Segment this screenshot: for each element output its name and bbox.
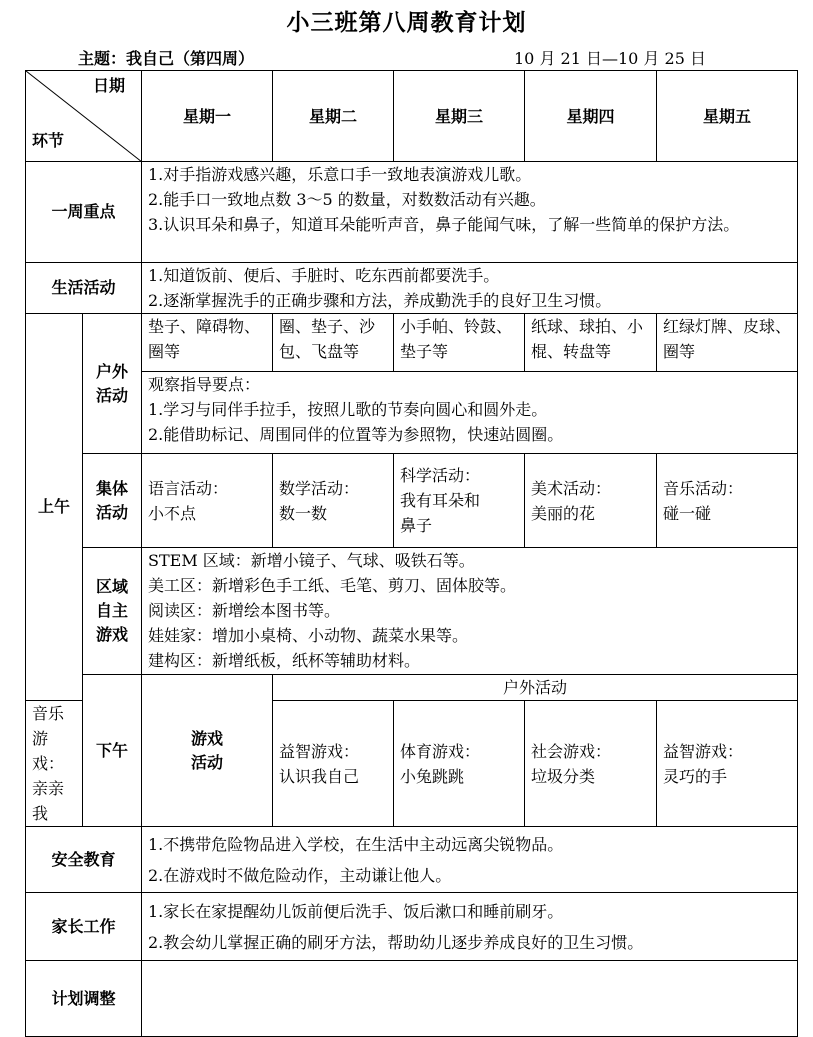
section-header-label: 环节 xyxy=(32,131,65,150)
group-activities-row xyxy=(26,454,798,548)
game-category: 益智游戏： xyxy=(279,741,360,761)
weekly-focus-line: 1.对手指游戏感兴趣，乐意口手一致地表演游戏儿歌。 xyxy=(148,165,532,184)
adjustment-label: 计划调整 xyxy=(26,961,142,1037)
safety-line: 1.不携带危险物品进入学校，在生活中主动远离尖锐物品。 xyxy=(148,834,564,854)
safety-content xyxy=(142,827,798,893)
activity-category: 数学活动： xyxy=(279,478,360,498)
date-header-label: 日期 xyxy=(92,76,125,95)
safety-row xyxy=(26,827,798,893)
group-activity-label-text: 集体活动 xyxy=(95,478,128,522)
life-activities-content xyxy=(142,263,798,314)
game-category: 体育游戏： xyxy=(400,741,481,761)
diagonal-header-cell xyxy=(26,71,142,162)
area-line: 美工区：新增彩色手工纸、毛笔、剪刀、固体胶等。 xyxy=(148,576,517,595)
adjustment-content[interactable] xyxy=(142,961,798,1037)
guidance-title: 观察指导要点： xyxy=(148,375,261,394)
group-activity-fri xyxy=(657,454,798,548)
game-activity-label-text: 游戏活动 xyxy=(190,728,223,772)
area-play-content xyxy=(142,548,798,675)
outdoor-materials-row xyxy=(26,314,798,372)
safety-label: 安全教育 xyxy=(26,827,142,893)
weekly-focus-row xyxy=(26,162,798,263)
activity-name: 美丽的花 xyxy=(531,503,596,523)
activity-name: 数一数 xyxy=(279,503,328,523)
parents-line: 1.家长在家提醒幼儿饭前便后洗手、饭后漱口和睡前刷牙。 xyxy=(148,901,564,921)
activity-category: 美术活动： xyxy=(531,478,612,498)
activity-name: 小不点 xyxy=(148,503,197,523)
afternoon-label: 下午 xyxy=(83,675,142,827)
area-line: STEM 区域：新增小镜子、气球、吸铁石等。 xyxy=(148,551,475,570)
activity-name: 我有耳朵和鼻子 xyxy=(400,491,481,535)
day-header-mon: 星期一 xyxy=(142,71,273,162)
weekly-focus-line: 2.能手口一致地点数 3～5 的数量，对数数活动有兴趣。 xyxy=(148,190,546,209)
game-name: 小兔跳跳 xyxy=(400,766,465,786)
outdoor-material-wed: 小手帕、铃鼓、垫子等 xyxy=(394,314,525,372)
life-activities-line: 2.逐渐掌握洗手的正确步骤和方法，养成勤洗手的良好卫生习惯。 xyxy=(148,291,612,310)
parents-row xyxy=(26,893,798,961)
page-title: 小三班第八周教育计划 xyxy=(286,9,527,36)
plan-table xyxy=(25,70,798,1037)
day-header-thu: 星期四 xyxy=(525,71,657,162)
game-name: 灵巧的手 xyxy=(663,766,728,786)
guidance-line: 1.学习与同伴手拉手，按照儿歌的节奏向圆心和圆外走。 xyxy=(148,400,548,419)
outdoor-material-mon: 垫子、障碍物、圈等 xyxy=(142,314,273,372)
life-activities-row xyxy=(26,263,798,314)
outdoor-guidance-row xyxy=(26,372,798,454)
guidance-line: 2.能借助标记、周围同伴的位置等为参照物，快速站圆圈。 xyxy=(148,425,564,444)
area-play-row xyxy=(26,548,798,675)
outdoor-activity-label xyxy=(83,314,142,454)
header-row xyxy=(26,71,798,162)
area-play-label xyxy=(83,548,142,675)
group-activity-tue xyxy=(273,454,394,548)
weekly-focus-content xyxy=(142,162,798,263)
group-activity-mon xyxy=(142,454,273,548)
game-fri xyxy=(657,701,798,827)
outdoor-material-tue: 圈、垫子、沙包、飞盘等 xyxy=(273,314,394,372)
afternoon-title-row xyxy=(26,675,798,701)
parents-line: 2.教会幼儿掌握正确的刷牙方法，帮助幼儿逐步养成良好的卫生习惯。 xyxy=(148,932,644,952)
day-header-tue: 星期二 xyxy=(273,71,394,162)
activity-category: 科学活动： xyxy=(400,466,481,485)
game-tue xyxy=(273,701,394,827)
theme-label: 主题：我自己（第四周） xyxy=(78,49,255,68)
group-activity-wed xyxy=(394,454,525,548)
life-activities-label: 生活活动 xyxy=(26,263,142,314)
group-activity-thu xyxy=(525,454,657,548)
day-header-wed: 星期三 xyxy=(394,71,525,162)
game-category: 音乐游戏： xyxy=(32,704,65,773)
outdoor-material-fri: 红绿灯牌、皮球、圈等 xyxy=(657,314,798,372)
game-name: 认识我自己 xyxy=(279,766,360,786)
afternoon-outdoor-title: 户外活动 xyxy=(273,675,798,701)
adjustment-row xyxy=(26,961,798,1037)
activity-name: 碰一碰 xyxy=(663,503,712,523)
area-line: 娃娃家：增加小桌椅、小动物、蔬菜水果等。 xyxy=(148,626,469,645)
outdoor-guidance-content xyxy=(142,372,798,454)
safety-line: 2.在游戏时不做危险动作，主动谦让他人。 xyxy=(148,865,452,885)
game-activity-label xyxy=(142,675,273,827)
area-line: 建构区：新增纸板，纸杯等辅助材料。 xyxy=(148,651,421,670)
weekly-focus-line: 3.认识耳朵和鼻子，知道耳朵能听声音，鼻子能闻气味，了解一些简单的保护方法。 xyxy=(148,215,740,234)
game-name: 垃圾分类 xyxy=(531,766,596,786)
parents-content xyxy=(142,893,798,961)
game-category: 社会游戏： xyxy=(531,741,612,761)
game-name: 亲亲我 xyxy=(32,779,65,823)
day-header-fri: 星期五 xyxy=(657,71,798,162)
life-activities-line: 1.知道饭前、便后、手脏时、吃东西前都要洗手。 xyxy=(148,266,500,285)
game-mon xyxy=(26,701,83,827)
weekly-focus-label: 一周重点 xyxy=(26,162,142,263)
date-range: 10 月 21 日—10 月 25 日 xyxy=(514,49,706,68)
morning-label: 上午 xyxy=(26,314,83,701)
game-wed xyxy=(394,701,525,827)
area-line: 阅读区：新增绘本图书等。 xyxy=(148,601,341,620)
outdoor-material-thu: 纸球、球拍、小棍、转盘等 xyxy=(525,314,657,372)
parents-label: 家长工作 xyxy=(26,893,142,961)
game-thu xyxy=(525,701,657,827)
outdoor-activity-label-text: 户外活动 xyxy=(95,361,128,405)
activity-category: 音乐活动： xyxy=(663,478,744,498)
game-category: 益智游戏： xyxy=(663,741,744,761)
group-activity-label xyxy=(83,454,142,548)
area-play-label-text: 区域自主游戏 xyxy=(95,577,128,644)
activity-category: 语言活动： xyxy=(148,478,229,498)
